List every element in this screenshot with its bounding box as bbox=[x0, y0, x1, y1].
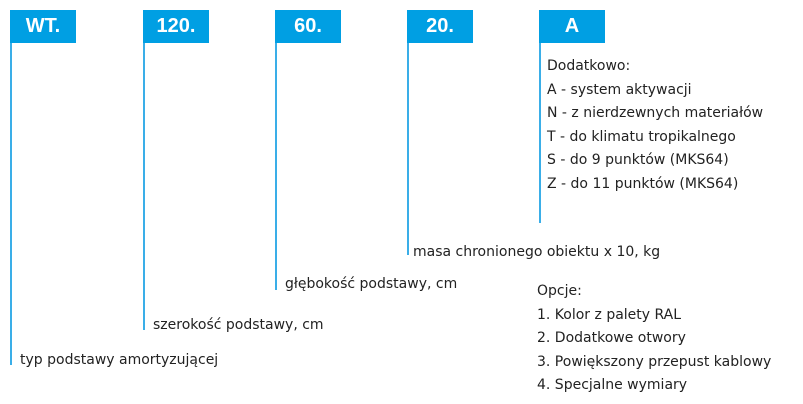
label-mass: masa chronionego obiektu x 10, kg bbox=[413, 244, 661, 260]
additional-title: Dodatkowo: bbox=[547, 58, 631, 74]
code-box-additional: A bbox=[539, 10, 605, 43]
options-title: Opcje: bbox=[537, 283, 582, 299]
label-width: szerokość podstawy, cm bbox=[153, 317, 324, 333]
option-item: 3. Powiększony przepust kablowy bbox=[537, 353, 772, 370]
code-box-type: WT. bbox=[10, 10, 76, 43]
connector-line bbox=[407, 43, 409, 255]
connector-line bbox=[10, 43, 12, 365]
additional-list bbox=[547, 55, 763, 196]
connector-line bbox=[539, 43, 541, 223]
connector-line bbox=[275, 43, 277, 290]
label-type: typ podstawy amortyzującej bbox=[20, 352, 219, 368]
code-box-mass: 20. bbox=[407, 10, 473, 43]
additional-item: A - system aktywacji bbox=[547, 81, 692, 98]
additional-item: T - do klimatu tropikalnego bbox=[547, 128, 736, 145]
code-box-width: 120. bbox=[143, 10, 209, 43]
code-box-depth: 60. bbox=[275, 10, 341, 43]
option-item: 4. Specjalne wymiary bbox=[537, 377, 688, 393]
option-item: 1. Kolor z palety RAL bbox=[537, 306, 682, 323]
options-list bbox=[537, 280, 771, 398]
additional-item: S - do 9 punktów (MKS64) bbox=[547, 152, 729, 168]
additional-item: N - z nierdzewnych materiałów bbox=[547, 105, 764, 121]
connector-line bbox=[143, 43, 145, 330]
additional-item: Z - do 11 punktów (MKS64) bbox=[547, 175, 739, 192]
option-item: 2. Dodatkowe otwory bbox=[537, 330, 686, 346]
label-depth: głębokość podstawy, cm bbox=[285, 276, 458, 292]
